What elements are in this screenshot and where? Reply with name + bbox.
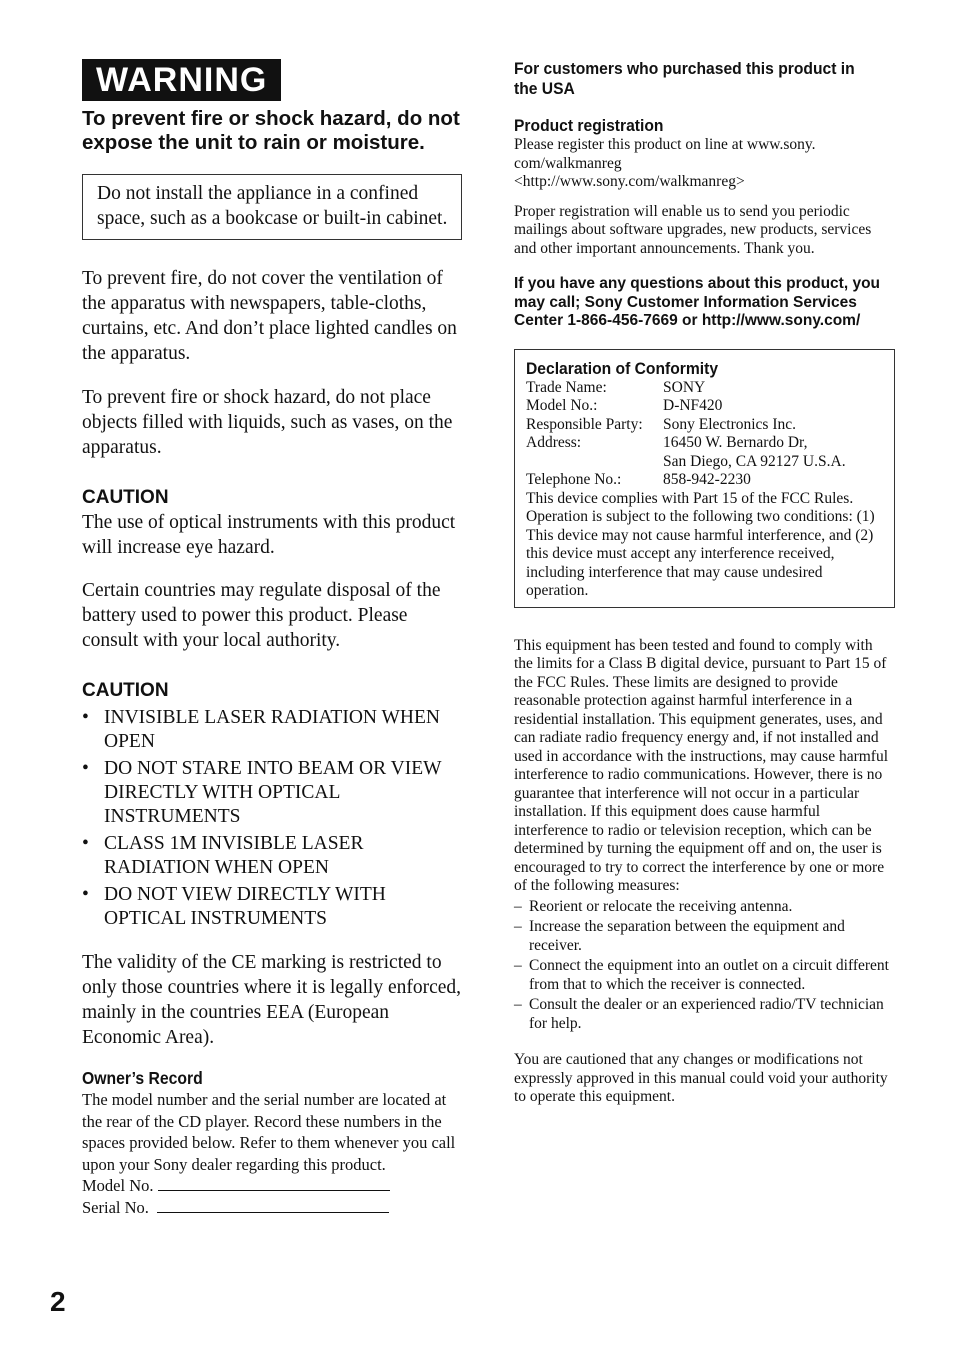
caution-heading-2: CAUTION	[82, 680, 169, 701]
table-row: Telephone No.: 858-942-2230	[526, 471, 751, 488]
product-registration-heading: Product registration	[514, 116, 664, 135]
list-item: – Increase the separation between the equipment and receiver.	[514, 918, 845, 954]
left-column	[82, 59, 464, 1218]
list-item: – Connect the equipment into an outlet on a circuit different from that to which the receiver is connected.	[514, 957, 889, 993]
laser-caution-list	[82, 706, 464, 931]
list-item: – Consult the dealer or an experienced radio/TV technician for help.	[514, 996, 884, 1032]
list-item: • INVISIBLE LASER RADIATION WHEN OPEN	[82, 707, 440, 752]
serial-no-label: Serial No.	[82, 1197, 149, 1217]
dash-icon: –	[514, 996, 522, 1013]
caution-heading-1: CAUTION	[82, 487, 169, 508]
battery-disposal-paragraph: Certain countries may regulate disposal of the battery used to power this product. Please consult with your local authority.	[82, 580, 441, 651]
interference-measures-list	[514, 898, 894, 1034]
hazard-heading: To prevent fire or shock hazard, do not expose the unit to rain or moisture.	[82, 107, 460, 154]
registration-url: <http://www.sony.com/walkmanreg>	[514, 173, 745, 190]
page-number: 2	[50, 1286, 66, 1317]
customer-service-contact: If you have any questions about this product, you may call; Sony Customer Information Services Center 1-866-456-7669 or http://www.sony.com/	[514, 275, 881, 329]
bullet-icon: •	[82, 758, 89, 779]
modifications-warning: You are cautioned that any changes or modifications not expressly approved in this manual could void your authority to operate this equipment.	[514, 1051, 888, 1105]
list-item: • DO NOT VIEW DIRECTLY WITH OPTICAL INSTRUMENTS	[82, 884, 386, 929]
list-item: • CLASS 1M INVISIBLE LASER RADIATION WHEN OPEN	[82, 833, 364, 878]
table-row: Address: 16450 W. Bernardo Dr,	[526, 434, 808, 451]
serial-no-blank-line	[157, 1198, 389, 1213]
right-column	[514, 59, 894, 1107]
declaration-heading: Declaration of Conformity	[526, 358, 719, 378]
table-row: San Diego, CA 92127 U.S.A.	[663, 452, 846, 470]
dash-icon: –	[514, 918, 522, 935]
dash-icon: –	[514, 957, 522, 974]
model-no-blank-line	[158, 1176, 390, 1191]
list-item: • DO NOT STARE INTO BEAM OR VIEW DIRECTLY WITH OPTICAL INSTRUMENTS	[82, 758, 442, 827]
liquids-paragraph: To prevent fire or shock hazard, do not place objects filled with liquids, such as vases, on the apparatus.	[82, 387, 453, 458]
bullet-icon: •	[82, 833, 89, 854]
fcc-compliance-text: This device complies with Part 15 of the FCC Rules. Operation is subject to the following two conditions: (1) This device may not cause harmful interference, and (2) this device must accept any interference received, including interference that may cause undesired operation.	[526, 489, 875, 599]
owners-record-text: The model number and the serial number are located at the rear of the CD player. Record these numbers in the spaces provided below. Refer to them whenever you call upon your Sony dealer regarding this product.	[82, 1090, 456, 1174]
list-item: – Reorient or relocate the receiving antenna.	[514, 897, 793, 915]
ventilation-paragraph: To prevent fire, do not cover the ventilation of the apparatus with newspapers, table-cloths, curtains, etc. And don’t place lighted candles on the apparatus.	[82, 268, 457, 364]
owners-record-heading: Owner’s Record	[82, 1068, 203, 1088]
table-row: Model No.: D-NF420	[526, 397, 723, 414]
model-no-label: Model No.	[82, 1176, 154, 1195]
fcc-class-b-text: This equipment has been tested and found to comply with the limits for a Class B digital device, pursuant to Part 15 of the FCC Rules. These limits are designed to provide reasonable protection against harmful interference in a residential installation. This equipment generates, uses, and can radiate radio frequency energy and, if not installed and used in accordance with the instructions, may cause harmful interference to radio communications. However, there is no guarantee that interference will not occur in a particular installation. If this equipment does cause harmful interference to radio or television reception, which can be determined by turning the equipment off and on, the user is encouraged to try to correct the interference by one or more of the following measures:	[514, 636, 889, 894]
dash-icon: –	[514, 897, 522, 915]
ce-marking-paragraph: The validity of the CE marking is restricted to only those countries where it is legally enforced, mainly in the countries EEA (European Economic Area).	[82, 952, 462, 1048]
warning-title: WARNING	[82, 59, 281, 101]
serial-no-row	[82, 1197, 464, 1219]
confined-space-notice-box: Do not install the appliance in a confined space, such as a bookcase or built-in cabinet.	[82, 174, 462, 240]
model-no-row	[82, 1175, 464, 1197]
table-row: Responsible Party: Sony Electronics Inc.	[526, 415, 797, 433]
registration-line-2: com/walkmanreg	[514, 154, 622, 172]
registration-benefit-text: Proper registration will enable us to send you periodic mailings about software upgrades, new products, services and other important announcements. Thank you.	[514, 202, 872, 257]
registration-line-1: Please register this product on line at www.sony.	[514, 136, 816, 153]
optical-caution-text: The use of optical instruments with this product will increase eye hazard.	[82, 512, 456, 558]
table-row: Trade Name: SONY	[526, 378, 706, 396]
bullet-icon: •	[82, 884, 89, 905]
declaration-of-conformity-box	[514, 349, 895, 608]
declaration-table	[526, 379, 846, 490]
bullet-icon: •	[82, 707, 89, 728]
usa-customers-heading: For customers who purchased this product in the USA	[514, 59, 855, 98]
